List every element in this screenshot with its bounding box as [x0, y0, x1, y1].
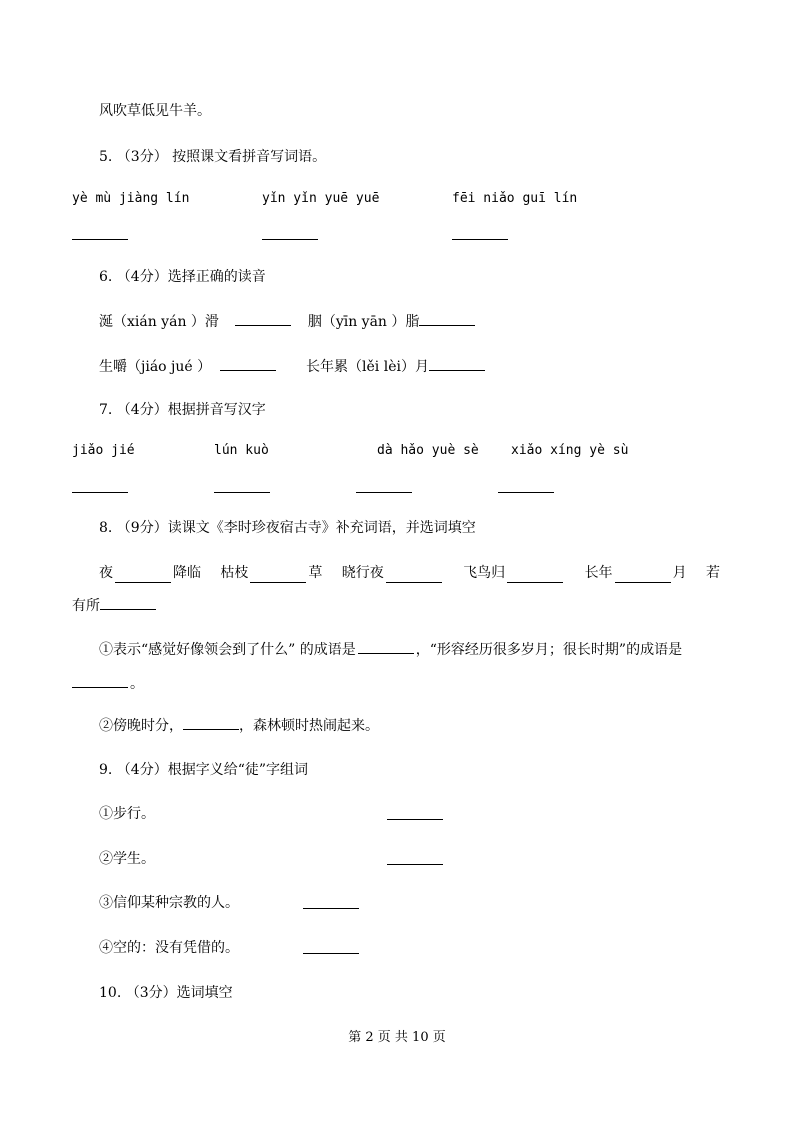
q8-sentence-1-a: ①表示“感觉好像领会到了什么” 的成语是: [99, 642, 356, 658]
q8-fill-2-suffix: 草: [308, 565, 323, 581]
q7-pinyin-3: dà hǎo yuè sè: [377, 443, 479, 458]
q8-fill-6: [706, 563, 720, 583]
q8-blank-9[interactable]: [183, 715, 239, 730]
q9-answer-blank-3[interactable]: [303, 908, 359, 909]
q8-fill-2: [220, 563, 322, 583]
q8-fill-row-cont: [72, 595, 158, 616]
q8-blank-1[interactable]: [115, 568, 171, 583]
q8-fill-1-prefix: 夜: [99, 565, 113, 581]
q8-sentence-2-a: ②傍晚时分，: [99, 718, 183, 734]
q8-sentence-2: [99, 715, 379, 736]
q8-fill-5: [585, 563, 687, 583]
q5-answer-blank-2[interactable]: [262, 239, 318, 240]
question-8-title: 8. （9分）读课文《李时珍夜宿古寺》补充词语，并选词填空: [99, 520, 476, 536]
question-6-title: 6. （4分）选择正确的读音: [99, 269, 266, 285]
question-5-title: 5. （3分） 按照课文看拼音写词语。: [99, 149, 327, 165]
q9-item-4: ④空的：没有凭借的。: [99, 940, 239, 956]
q9-item-1: ①步行。: [99, 806, 155, 822]
q6-answer-blank-2[interactable]: [419, 311, 475, 326]
q8-blank-8[interactable]: [72, 673, 128, 688]
q8-sentence-1: [99, 639, 682, 660]
q6-row-1: [99, 311, 477, 332]
q8-fill-5-suffix: 月: [672, 565, 687, 581]
q8-sentence-1-b: ，“形容经历很多岁月；很长时期”的成语是: [415, 642, 683, 658]
q5-pinyin-3: fēi niǎo guī lín: [452, 191, 578, 206]
q7-answer-blank-3[interactable]: [356, 492, 412, 493]
q8-sentence-2-b: ，森林顿时热闹起来。: [239, 718, 379, 734]
q6-item-4: 长年累（lěi lèi）月: [306, 359, 429, 375]
q9-item-3: ③信仰某种宗教的人。: [99, 895, 239, 911]
q8-fill-6-prefix: 若: [705, 565, 720, 581]
q8-blank-6[interactable]: [100, 595, 156, 610]
q8-fill-6-suffix: 有所: [72, 598, 100, 614]
q6-answer-blank-3[interactable]: [220, 356, 276, 371]
q6-item-2: 胭（yīn yān ）脂: [307, 314, 420, 330]
question-10-title: 10. （3分）选词填空: [99, 985, 233, 1001]
q8-blank-7[interactable]: [358, 639, 414, 654]
q8-fill-2-prefix: 枯枝: [220, 565, 249, 581]
q8-blank-2[interactable]: [250, 568, 306, 583]
q7-answer-blank-4[interactable]: [498, 492, 554, 493]
q8-fill-5-prefix: 长年: [584, 565, 613, 581]
q7-answer-blank-2[interactable]: [214, 492, 270, 493]
q7-pinyin-4: xiǎo xíng yè sù: [511, 443, 629, 458]
q8-fill-1: [99, 563, 201, 583]
q5-answer-blank-3[interactable]: [452, 239, 508, 240]
q9-answer-blank-1[interactable]: [387, 819, 443, 820]
q8-fill-row: [99, 563, 720, 583]
q8-fill-4: [463, 563, 565, 583]
q6-row-2: [99, 356, 487, 377]
q9-answer-blank-4[interactable]: [303, 953, 359, 954]
q9-item-2: ②学生。: [99, 851, 155, 867]
question-9-title: 9. （4分）根据字义给“徒”字组词: [99, 762, 309, 778]
page-number-footer: 第 2 页 共 10 页: [348, 1030, 446, 1045]
q8-fill-3-prefix: 晓行夜: [341, 565, 384, 581]
q8-blank-4[interactable]: [507, 568, 563, 583]
q8-fill-3: [342, 563, 444, 583]
q8-fill-4-prefix: 飞鸟归: [463, 565, 506, 581]
q6-answer-blank-1[interactable]: [235, 311, 291, 326]
q8-blank-3[interactable]: [386, 568, 442, 583]
q7-pinyin-1: jiǎo jié: [72, 443, 135, 458]
question-7-title: 7. （4分）根据拼音写汉字: [99, 402, 266, 418]
q7-answer-blank-1[interactable]: [72, 492, 128, 493]
poem-line: 风吹草低见牛羊。: [99, 103, 211, 119]
q5-pinyin-1: yè mù jiàng lín: [72, 191, 190, 206]
q5-pinyin-2: yǐn yǐn yuē yuē: [262, 191, 380, 206]
q6-answer-blank-4[interactable]: [429, 356, 485, 371]
q5-answer-blank-1[interactable]: [72, 239, 128, 240]
q6-item-3: 生嚼（jiáo jué ）: [99, 359, 212, 375]
q9-answer-blank-2[interactable]: [387, 864, 443, 865]
q8-fill-1-suffix: 降临: [173, 565, 201, 581]
q6-item-1: 涎（xián yán ）滑: [99, 314, 219, 330]
q8-blank-5[interactable]: [615, 568, 671, 583]
q8-sentence-1-c: 。: [130, 676, 144, 692]
q8-sentence-1-cont: [72, 673, 144, 694]
q7-pinyin-2: lún kuò: [214, 443, 269, 458]
